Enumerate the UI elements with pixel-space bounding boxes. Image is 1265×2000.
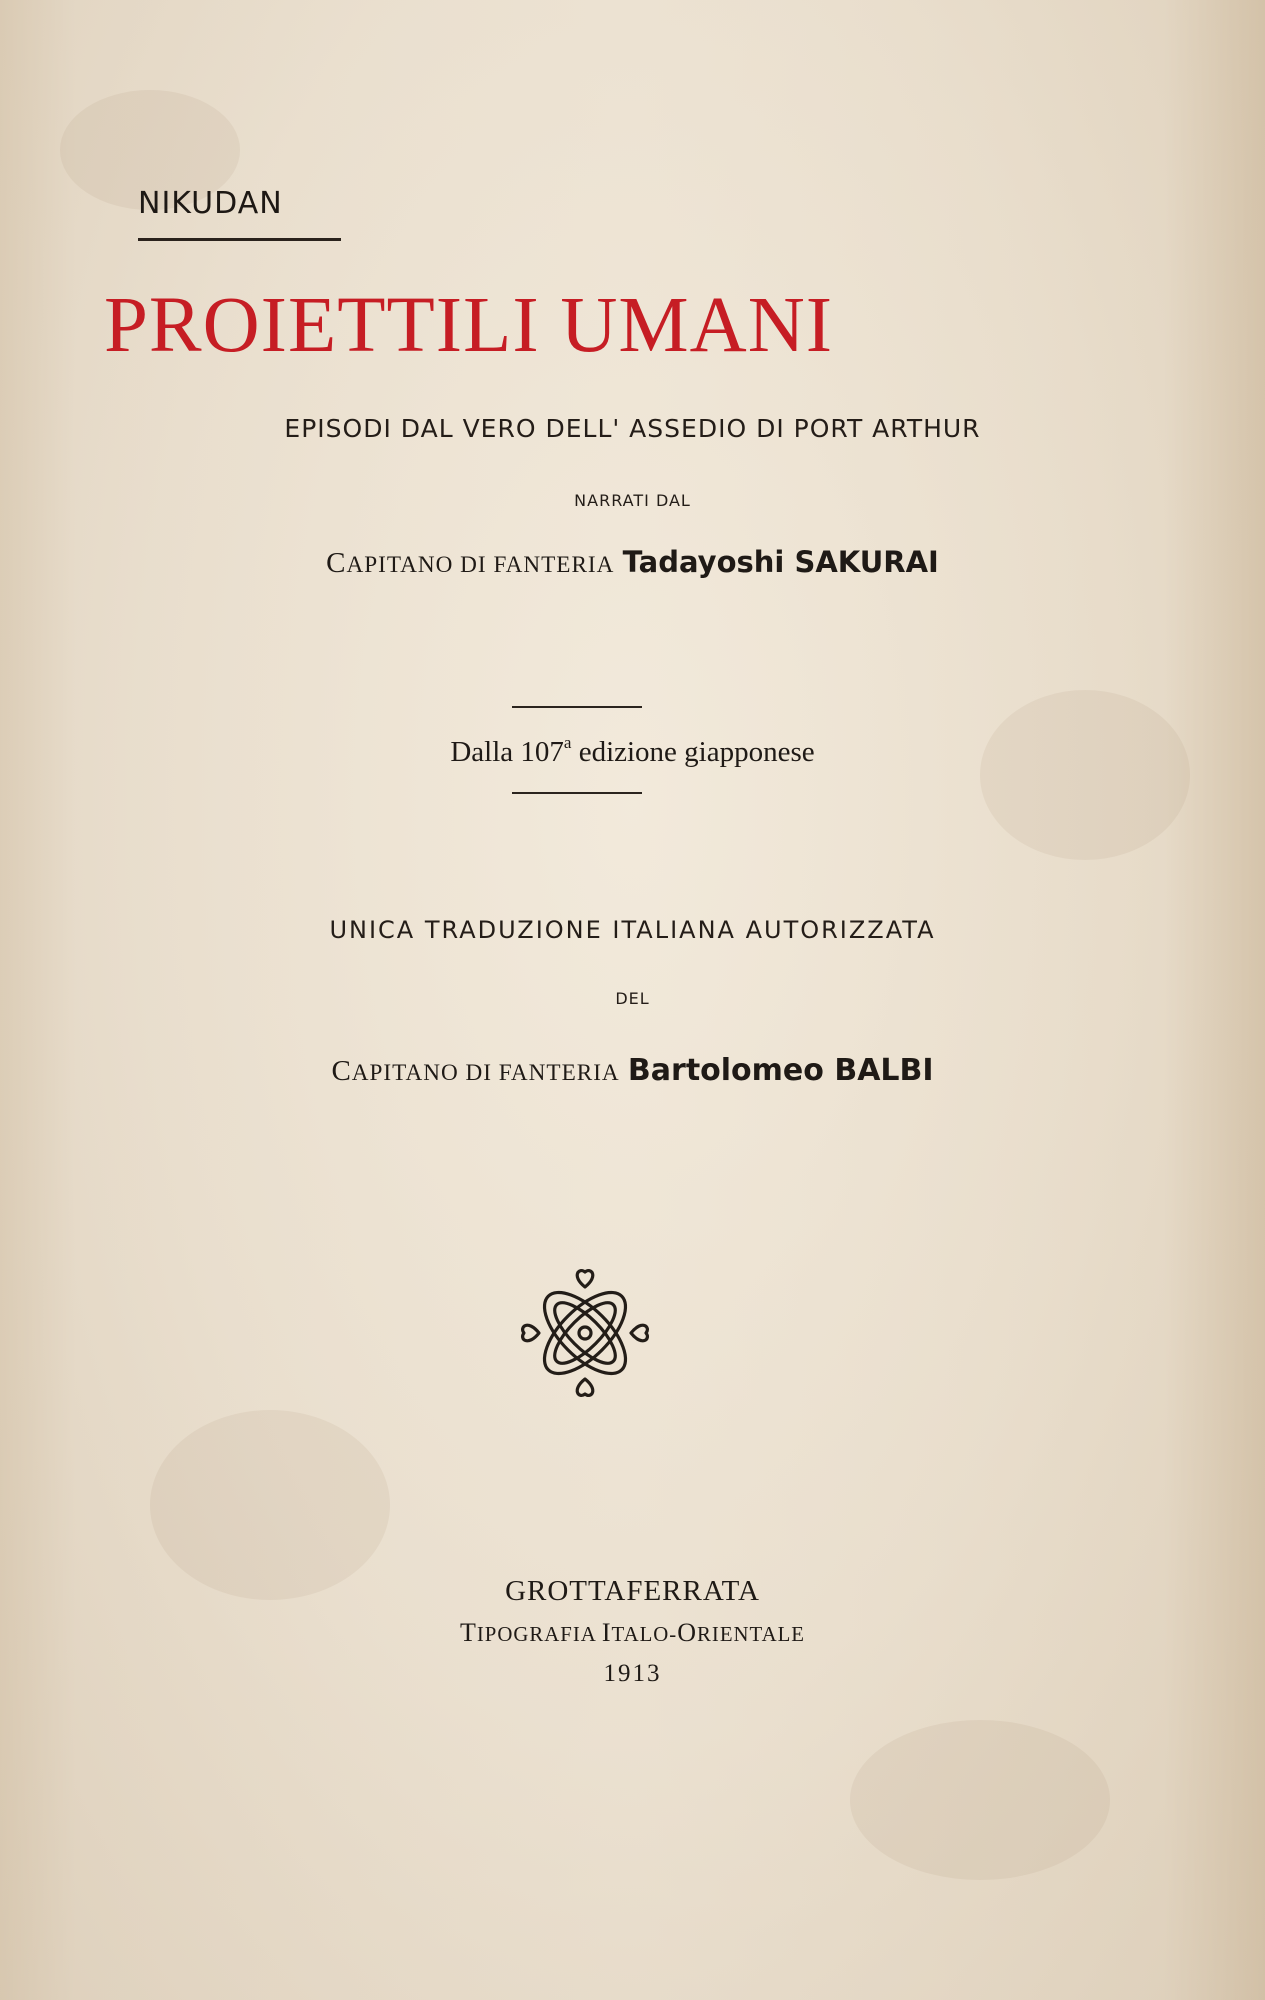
paper-stain	[980, 690, 1190, 860]
author-name: Tadayoshi SAKURAI	[622, 545, 939, 579]
translator-prefix-initial: C	[331, 1055, 352, 1087]
printer-rest-1: IPOGRAFIA	[476, 1623, 602, 1646]
edition-before: Dalla 107	[450, 736, 564, 768]
imprint-city: GROTTAFERRATA	[505, 1575, 760, 1607]
printer-initial-1: T	[459, 1618, 477, 1647]
narrati-label: NARRATI DAL	[574, 491, 691, 510]
printer-initial-2: I	[601, 1618, 612, 1647]
knot-ornament-icon	[520, 1268, 650, 1398]
printer-rest-3: RIENTALE	[697, 1623, 806, 1646]
edition-rule-bottom	[512, 792, 642, 794]
translator-line	[0, 1053, 1265, 1088]
translator-name: Bartolomeo BALBI	[627, 1053, 934, 1088]
series-title: NIKUDAN	[138, 186, 283, 221]
translator-prefix-rest: APITANO DI FANTERIA	[351, 1060, 620, 1086]
printer-initial-3: O	[677, 1618, 698, 1647]
paper-stain	[150, 1410, 390, 1600]
translation-note: UNICA TRADUZIONE ITALIANA AUTORIZZATA	[329, 916, 936, 944]
del-label: DEL	[615, 989, 650, 1008]
edition-rule-top	[512, 706, 642, 708]
subtitle: EPISODI DAL VERO DELL' ASSEDIO DI PORT ARTHUR	[284, 414, 981, 443]
author-prefix-rest: APITANO DI FANTERIA	[346, 552, 615, 578]
series-underline	[138, 238, 341, 241]
edition-after: edizione giapponese	[571, 736, 815, 768]
author-line	[0, 545, 1265, 580]
main-title: PROIETTILI UMANI	[104, 282, 834, 369]
imprint-year: 1913	[603, 1660, 662, 1687]
author-prefix-initial: C	[326, 547, 347, 579]
imprint-printer	[0, 1618, 1265, 1648]
edition-note	[0, 733, 1265, 769]
printer-rest-2: TALO-	[611, 1623, 678, 1646]
edition-superscript: a	[563, 733, 572, 753]
paper-stain	[850, 1720, 1110, 1880]
